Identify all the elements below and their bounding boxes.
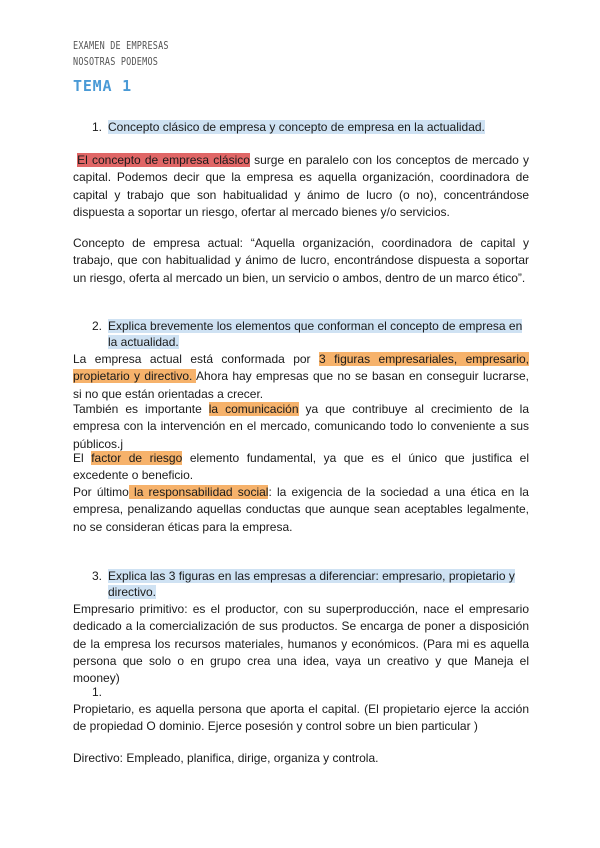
paragraph-actual-concept: Concepto de empresa actual: “Aquella organización, coordinadora de capital y trabajo, que con habitualidad y ánimo de lucro, encontrándose dispuesta a soportar un riesgo, oferta al mercado un bien, un servicio o ambos, dentro de un marco ético”. bbox=[73, 236, 529, 285]
paragraph-social-responsibility bbox=[73, 484, 529, 536]
paragraph-classic-concept bbox=[73, 152, 529, 221]
paragraph-director: Directivo: Empleado, planifica, dirige, organiza y controla. bbox=[73, 751, 379, 765]
question-1-number: 1. bbox=[92, 120, 103, 134]
paragraph-communication-text-b: ya que contribuye al crecimiento de la empresa con la intervención en el mercado, comunicando todo lo conveniente a sus públicos.j bbox=[73, 402, 530, 451]
highlight-classic-concept: El concepto de empresa clásico bbox=[77, 153, 250, 167]
paragraph-figures bbox=[73, 351, 529, 403]
paragraph-figures-text-a: La empresa actual está conformada por bbox=[73, 352, 319, 366]
question-3-text: Explica las 3 figuras en las empresas a diferenciar: empresario, propietario y directivo. bbox=[108, 569, 515, 599]
highlight-risk-factor: factor de riesgo bbox=[91, 451, 183, 465]
question-3-number: 3. bbox=[92, 569, 103, 583]
question-2-number: 2. bbox=[92, 319, 103, 333]
question-1 bbox=[92, 119, 532, 135]
highlight-three-figures: 3 figuras empresariales, empresario, propietario y directivo. bbox=[73, 352, 529, 384]
question-2-text: Explica brevemente los elementos que conforman el concepto de empresa en la actualidad. bbox=[108, 319, 523, 349]
paragraph-risk-text-b: elemento fundamental, ya que es el único que justifica el excedente o beneficio. bbox=[73, 451, 530, 483]
highlight-communication: la comunicación bbox=[208, 402, 299, 416]
paragraph-risk-text-a: El bbox=[73, 451, 92, 465]
paragraph-communication-text-a: También es importante bbox=[73, 402, 209, 416]
list-number: 1. bbox=[92, 685, 103, 699]
question-1-text: Concepto clásico de empresa y concepto de empresa en la actualidad. bbox=[108, 120, 485, 134]
question-3 bbox=[92, 568, 532, 600]
paragraph-social-text-a: Por último bbox=[73, 485, 129, 499]
paragraph-entrepreneur: Empresario primitivo: es el productor, con su superproducción, nace el empresario dedicado a la comercialización de sus productos. Se encarga de poner a disposición de la empresa los recursos materiales, humanos y económicos. (Para mi es aquella persona que solo o en grupo crea una idea, vaya un creativo y que Maneja el mooney) bbox=[73, 602, 529, 686]
handwritten-title-line1: EXAMEN DE EMPRESAS bbox=[73, 40, 169, 53]
paragraph-social-text-b: : la exigencia de la sociedad a una ética en la empresa, penalizando aquellas conductas que aunque sean aceptables legalmente, no se consideran éticas para la empresa. bbox=[73, 485, 529, 534]
highlight-social-responsibility: la responsabilidad social bbox=[128, 485, 269, 499]
paragraph-classic-concept-text: surge en paralelo con los conceptos de mercado y capital. Podemos decir que la empresa es aquella organización, coordinadora de capital y trabajo que son habitualidad y ánimo de lucro (o no), concentrándose dispuesta a soportar un riesgo, ofertar al mercado bienes y/o servicios. bbox=[73, 153, 529, 219]
paragraph-risk bbox=[73, 450, 529, 485]
paragraph-communication bbox=[73, 401, 529, 453]
paragraph-figures-text-b: Ahora hay empresas que no se basan en conseguir lucrarse, si no que están orientadas a crecer. bbox=[73, 369, 529, 401]
handwritten-title-line2: NOSOTRAS PODEMOS bbox=[73, 56, 159, 69]
section-heading: TEMA 1 bbox=[73, 77, 132, 95]
paragraph-owner: Propietario, es aquella persona que aporta el capital. (El propietario ejerce la acción de propiedad O dominio. Ejerce posesión y control sobre un bien particular ) bbox=[73, 702, 529, 734]
question-2 bbox=[92, 318, 532, 350]
